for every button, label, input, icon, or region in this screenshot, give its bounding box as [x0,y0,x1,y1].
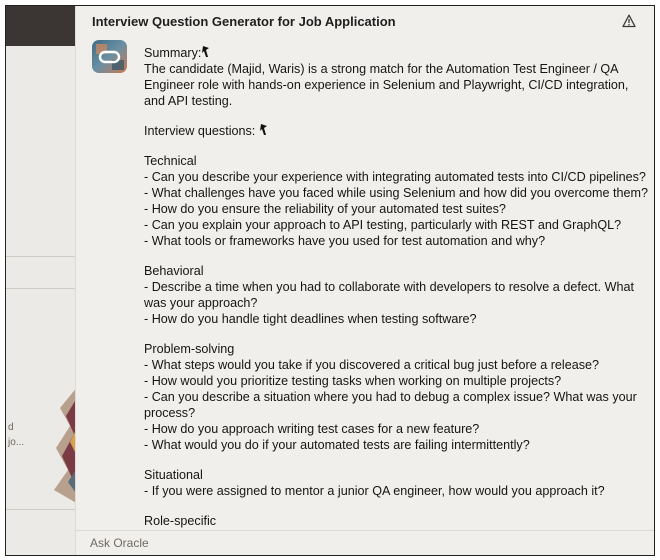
mouse-cursor-icon [201,45,211,59]
question-item: - How do you approach writing test cases for a new feature? [144,422,480,436]
background-truncated-text: jo... [8,437,25,448]
question-item: - What tools or frameworks have you used for test automation and why? [144,234,546,248]
section-heading: Role-specific [144,514,217,528]
section-heading: Problem-solving [144,342,235,356]
question-item: - Can you describe your experience with integrating automated tests into CI/CD pipelines? [144,170,646,184]
question-item: - Describe a time when you had to collaborate with developers to resolve a defect. What was your approach? [144,280,635,310]
oracle-assistant-avatar-icon [92,40,127,73]
section-heading: Behavioral [144,264,204,278]
panel-title: Interview Question Generator for Job Application [92,14,396,29]
background-header [6,6,76,46]
summary-heading: Summary: [144,46,202,60]
interview-questions-heading: Interview questions: [144,124,256,138]
background-divider [6,288,76,289]
background-divider [6,256,76,257]
response-content [130,39,652,531]
question-item: - Can you explain your approach to API testing, particularly with REST and GraphQL? [144,218,622,232]
question-item: - What would you do if your automated tests are failing intermittently? [144,438,530,452]
summary-text: The candidate (Majid, Waris) is a strong match for the Automation Test Engineer / QA Engineer role with hands-on experience in Selenium and Playwright, CI/CD integration, and API testing. [144,62,629,108]
question-item: - Can you describe a situation where you had to debug a complex issue? What was your process? [144,390,637,420]
question-item: - How do you ensure the reliability of your automated test suites? [144,202,506,216]
question-item: - How would you prioritize testing tasks when working on multiple projects? [144,374,562,388]
screenshot-frame [5,5,655,556]
mouse-cursor-icon [259,123,269,137]
question-item: - What challenges have you faced while using Selenium and how did you overcome them? [144,186,649,200]
question-item: - How do you handle tight deadlines when testing software? [144,312,477,326]
background-truncated-text: d [8,422,14,433]
ask-oracle-input[interactable]: Ask Oracle [90,536,149,550]
panel-header [76,6,655,39]
assistant-panel [75,6,655,555]
ask-oracle-bar[interactable] [76,530,655,555]
section-heading: Technical [144,154,197,168]
background-divider [6,509,76,510]
warning-triangle-icon[interactable] [622,14,636,28]
question-item: - What steps would you take if you discovered a critical bug just before a release? [144,358,600,372]
question-item: - If you were assigned to mentor a junior QA engineer, how would you approach it? [144,484,605,498]
question-sections [144,153,650,529]
section-heading: Situational [144,468,203,482]
assistant-message [130,39,650,529]
